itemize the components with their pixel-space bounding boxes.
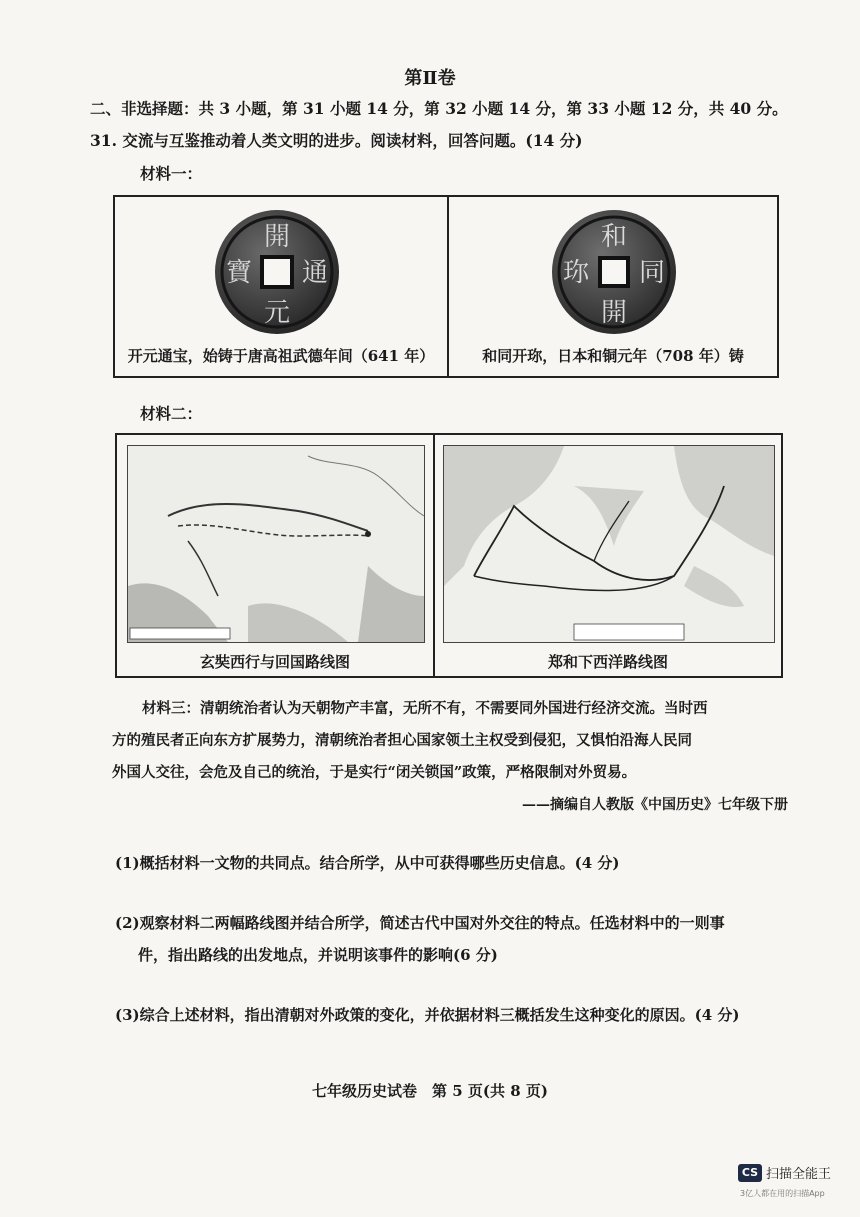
material-2-table	[115, 433, 783, 678]
material-3-line-3: 外国人交往，会危及自己的统治，于是实行“闭关锁国”政策，严格限制对外贸易。	[112, 764, 637, 781]
coin-left-char-right: 通	[301, 258, 329, 288]
xuanzang-route-map	[127, 445, 425, 643]
coin-right-char-bottom: 開	[600, 298, 628, 328]
camscanner-name: 扫描全能王	[766, 1167, 832, 1182]
material-3-paragraph	[112, 693, 792, 789]
question-2-line-1: (2)观察材料二两幅路线图并结合所学，简述古代中国对外交往的特点。任选材料中的一则事	[115, 914, 725, 932]
coin-right-char-left: 珎	[562, 258, 590, 288]
coin-cell-left	[115, 197, 449, 376]
section-title: 第Ⅱ卷	[404, 68, 456, 89]
camscanner-tagline: 3亿人都在用的扫描App	[740, 1189, 825, 1198]
question-2-line-2: 件，指出路线的出发地点，并说明该事件的影响(6 分)	[138, 946, 498, 964]
camscanner-logo-icon: CS	[738, 1164, 762, 1182]
page-footer: 七年级历史试卷 第 5 页(共 8 页)	[312, 1082, 548, 1100]
coin-wadokaichin-image	[549, 207, 679, 337]
coin-right-caption: 和同开珎，日本和铜元年（708 年）铸	[482, 347, 744, 365]
material-1-table	[113, 195, 779, 378]
coin-left-char-left: 寶	[225, 258, 253, 288]
question-1: (1)概括材料一文物的共同点。结合所学，从中可获得哪些历史信息。(4 分)	[115, 854, 620, 872]
question-3: (3)综合上述材料，指出清朝对外政策的变化，并依据材料三概括发生这种变化的原因。(4 分)	[115, 1006, 740, 1024]
map-right-caption: 郑和下西洋路线图	[547, 653, 668, 671]
coin-left-char-bottom: 元	[263, 298, 291, 328]
coin-cell-right	[449, 197, 777, 376]
coin-left-caption: 开元通宝，始铸于唐高祖武德年间（641 年）	[127, 347, 435, 365]
map-cell-right	[435, 435, 781, 676]
coin-kaiyuan-image	[212, 207, 342, 337]
map-cell-left	[117, 435, 435, 676]
material-2-label: 材料二：	[140, 404, 203, 423]
material-3-line-1: 材料三：清朝统治者认为天朝物产丰富，无所不有，不需要同外国进行经济交流。当时西	[142, 700, 708, 717]
question-31-stem: 31. 交流与互鉴推动着人类文明的进步。阅读材料，回答问题。(14 分)	[90, 131, 583, 150]
part-heading: 二、非选择题：共 3 小题，第 31 小题 14 分，第 32 小题 14 分，第 33 小题 12 分，共 40 分。	[90, 99, 788, 118]
material-1-label: 材料一：	[140, 164, 203, 183]
map-left-caption: 玄奘西行与回国路线图	[199, 653, 350, 671]
coin-right-char-top: 和	[600, 222, 628, 252]
material-3-line-2: 方的殖民者正向东方扩展势力，清朝统治者担心国家领土主权受到侵犯，又惧怕沿海人民同	[112, 732, 692, 749]
coin-left-char-top: 開	[263, 222, 291, 252]
coin-right-char-right: 同	[638, 258, 666, 288]
material-3-source: ——摘编自人教版《中国历史》七年级下册	[522, 797, 788, 813]
zhenghe-route-map	[443, 445, 775, 643]
